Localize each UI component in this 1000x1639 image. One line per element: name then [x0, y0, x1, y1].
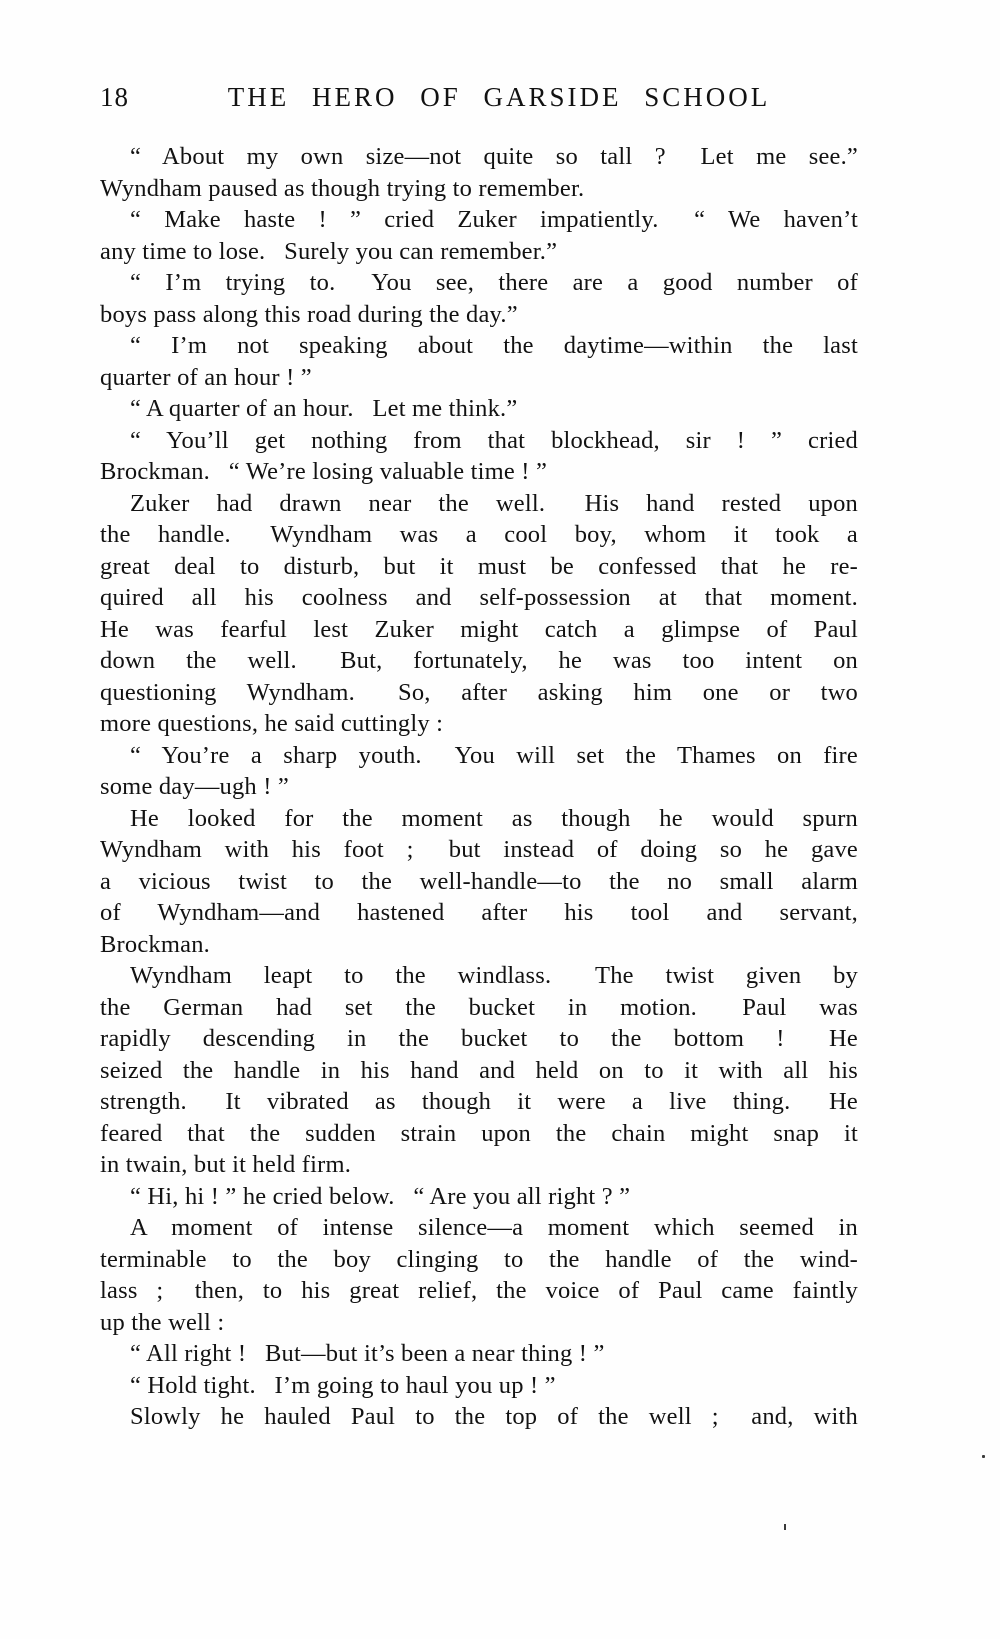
text-line: “ All right ! But—but it’s been a near thing ! ”: [130, 1340, 605, 1367]
text-line: any time to lose. Surely you can remember.”: [100, 237, 558, 265]
text-line: seized the handle in his hand and held on to it with all his: [100, 1056, 858, 1084]
text-line: feared that the sudden strain upon the chain might snap it: [100, 1119, 858, 1147]
text-line: Zuker had drawn near the well. His hand rested upon: [130, 489, 858, 517]
text-line: “ Make haste ! ” cried Zuker impatiently. “ We haven’t: [130, 206, 858, 233]
text-line: quarter of an hour ! ”: [100, 363, 312, 391]
text-line: Brockman. “ We’re losing valuable time ! ”: [100, 458, 548, 485]
page-number: 18: [100, 82, 129, 112]
text-line: “ A quarter of an hour. Let me think.”: [130, 395, 518, 422]
text-line: the handle. Wyndham was a cool boy, whom it took a: [100, 521, 858, 548]
text-line: Brockman.: [100, 930, 210, 958]
running-head: [100, 82, 858, 116]
text-line: “ About my own size—not quite so tall ? Let me see.”: [130, 143, 858, 170]
text-line: lass ; then, to his great relief, the voice of Paul came faintly: [100, 1277, 858, 1304]
text-line: Wyndham paused as though trying to remember.: [100, 174, 585, 202]
text-line: Wyndham leapt to the windlass. The twist given by: [130, 962, 858, 989]
text-line: “ I’m trying to. You see, there are a good number of: [130, 269, 858, 296]
text-line: A moment of intense silence—a moment which seemed in: [130, 1214, 858, 1241]
scan-speck: [982, 1455, 985, 1458]
text-line: up the well :: [100, 1308, 225, 1336]
body-text: [100, 141, 858, 1433]
text-line: of Wyndham—and hastened after his tool and servant,: [100, 899, 858, 926]
text-line: the German had set the bucket in motion. Paul was: [100, 993, 858, 1021]
text-line: “ You’re a sharp youth. You will set the Thames on fire: [130, 741, 858, 769]
text-line: rapidly descending in the bucket to the bottom ! He: [100, 1025, 858, 1052]
text-line: “ You’ll get nothing from that blockhead, sir ! ” cried: [130, 426, 858, 454]
text-line: a vicious twist to the well-handle—to the no small alarm: [100, 867, 858, 895]
text-line: in twain, but it held firm.: [100, 1151, 352, 1178]
text-line: great deal to disturb, but it must be confessed that he re-: [100, 552, 858, 580]
text-line: He was fearful lest Zuker might catch a glimpse of Paul: [100, 615, 858, 643]
text-line: strength. It vibrated as though it were a live thing. He: [100, 1088, 858, 1115]
text-line: down the well. But, fortunately, he was too intent on: [100, 647, 858, 674]
text-line: quired all his coolness and self-possession at that moment.: [100, 584, 858, 611]
text-line: boys pass along this road during the day.”: [100, 300, 518, 328]
text-line: He looked for the moment as though he would spurn: [130, 804, 858, 832]
text-line: “ Hold tight. I’m going to haul you up ! ”: [130, 1371, 556, 1399]
scan-speck: [784, 1524, 786, 1530]
text-line: terminable to the boy clinging to the handle of the wind-: [100, 1245, 858, 1273]
text-line: Wyndham with his foot ; but instead of doing so he gave: [100, 836, 858, 863]
text-line: Slowly he hauled Paul to the top of the well ; and, with: [130, 1403, 858, 1430]
text-line: some day—ugh ! ”: [100, 773, 289, 800]
text-line: questioning Wyndham. So, after asking him one or two: [100, 678, 858, 706]
text-line: “ I’m not speaking about the daytime—within the last: [130, 332, 858, 359]
text-line: more questions, he said cuttingly :: [100, 710, 444, 737]
text-line: “ Hi, hi ! ” he cried below. “ Are you all right ? ”: [130, 1182, 631, 1210]
running-title: THE HERO OF GARSIDE SCHOOL: [227, 82, 771, 112]
